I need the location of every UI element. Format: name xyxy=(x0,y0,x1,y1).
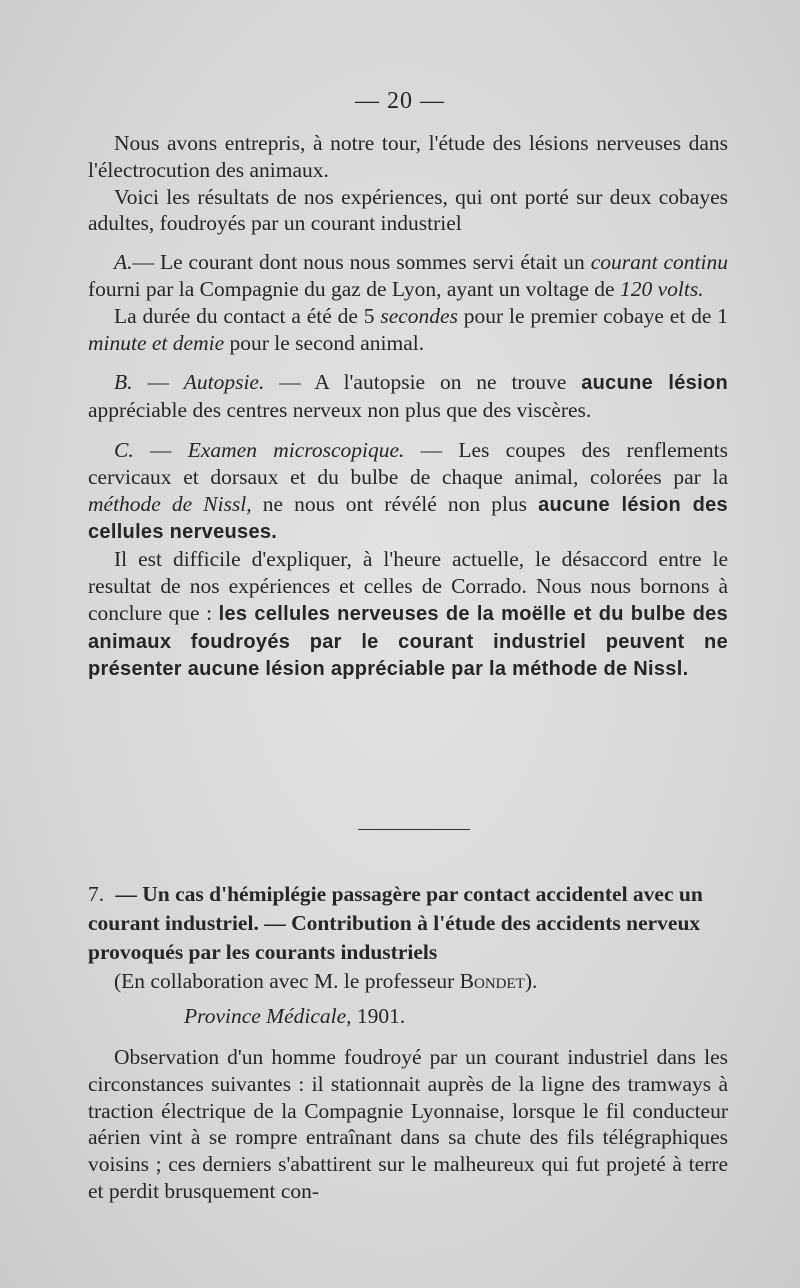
voltage-italic: 120 volts. xyxy=(619,276,704,301)
body-text xyxy=(88,130,728,683)
page-number: — 20 — xyxy=(355,88,445,114)
section-b-label: B. xyxy=(114,370,133,395)
entry-title: — Un cas d'hémiplégie passagère par contact accidentel avec un courant industriel. — Contribution à l'étude des accidents nerveux provoqués par les courants industriels xyxy=(88,882,703,964)
publication-entry xyxy=(88,880,728,1031)
entry-number: 7. xyxy=(88,882,105,906)
section-b-paragraph: B. — Autopsie. — A l'autopsie on ne trouve aucune lésion appréciable des centres nerveux non plus que des viscères. xyxy=(88,370,728,423)
section-c-paragraph: C. — Examen microscopique. — Les coupes des renflements cervicaux et dorsaux et du bulbe de chaque animal, colorées par la méthode de Nissl, ne nous ont révélé non plus aucune lésion des cellules nerveuses. xyxy=(88,437,728,544)
observation-text xyxy=(88,1044,728,1205)
section-a-duration: La durée du contact a été de 5 secondes pour le premier cobaye et de 1 minute et demie pour le second animal. xyxy=(88,303,729,355)
bold-emphasis: aucune lésion des cellules nerveuses. xyxy=(88,493,728,544)
intro-paragraph-1: Nous avons entrepris, à notre tour, l'étude des lésions nerveuses dans l'électrocution des animaux. xyxy=(88,131,728,182)
observation-paragraph: Observation d'un homme foudroyé par un courant industriel dans les circonstances suivantes : il stationnait auprès de la ligne des tramways à traction électrique de la Compagnie Lyonnaise, lorsque le fil conducteur aérien vint à se rompre entraînant dans sa chute des fils télégraphiques voisins ; ces derniers s'abattirent sur le malheureux qui fut projeté à terre et perdit brusquement con- xyxy=(88,1045,728,1203)
section-divider xyxy=(358,829,470,830)
bold-emphasis: aucune lésion xyxy=(581,372,728,395)
intro-paragraph-2: Voici les résultats de nos expériences, qui ont porté sur deux cobayes adultes, foudroyés par un courant industriel xyxy=(88,184,728,236)
section-a-label: A. xyxy=(114,250,133,275)
bold-conclusion: les cellules nerveuses de la moëlle et du bulbe des animaux foudroyés par le courant industriel peuvent ne présenter aucune lésion appréciable par la méthode de Nissl. xyxy=(88,602,728,681)
conclusion-paragraph: Il est difficile d'expliquer, à l'heure actuelle, le désaccord entre le resultat de nos expériences et celles de Corrado. Nous nous bornons à conclure que : les cellules nerveuses de la moëlle et du bulbe des animaux foudroyés par le courant industriel peuvent ne présenter aucune lésion appréciable par la méthode de Nissl. xyxy=(88,547,728,681)
current-type-italic: courant continu xyxy=(590,250,729,275)
entry-collaboration: (En collaboration avec M. le professeur Bondet). xyxy=(114,969,538,993)
section-c-label: C. xyxy=(114,437,134,462)
entry-source: Province Médicale, 1901. xyxy=(184,1004,406,1028)
section-a-paragraph: A.— Le courant dont nous nous sommes servi était un courant continu fourni par la Compagnie du gaz de Lyon, ayant un voltage de 120 volts. xyxy=(88,250,729,301)
